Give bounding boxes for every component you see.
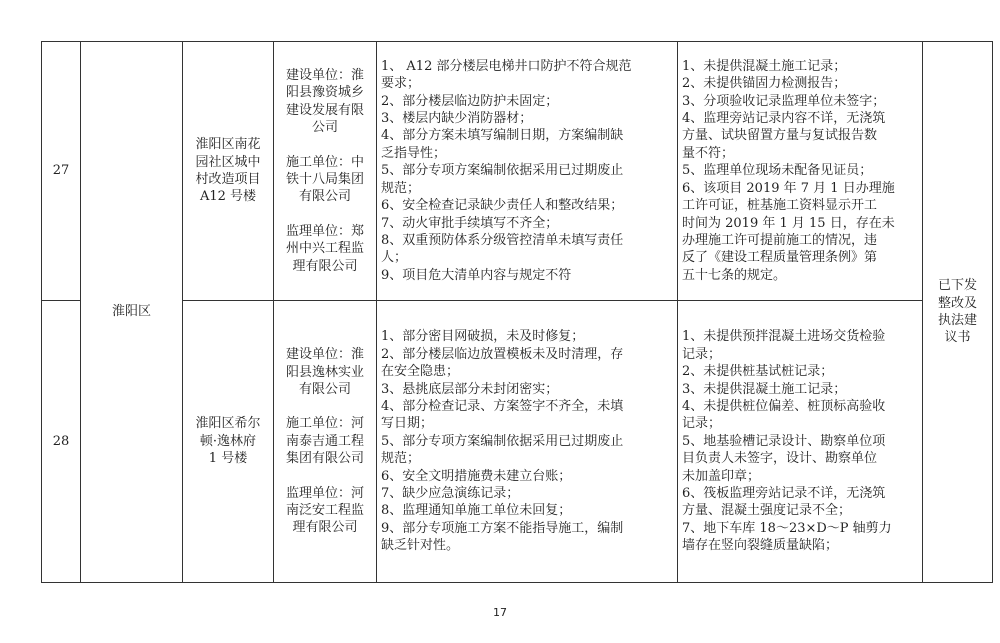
table-row <box>42 42 993 301</box>
page-number: 17 <box>493 606 507 619</box>
project-name-line: 淮阳区南花 <box>195 137 261 153</box>
responsible-units-cell <box>274 301 377 583</box>
project-name-cell <box>183 301 274 583</box>
issue-line: 9、项目危大清单内容与规定不符 <box>381 267 572 283</box>
unit-line: 州中兴工程监 <box>285 241 364 257</box>
unit-line: 南泛安工程监 <box>285 503 364 519</box>
row-number: 27 <box>42 42 81 301</box>
issue-line: 记录； <box>682 346 722 362</box>
unit-line: 铁十八局集团 <box>285 172 364 187</box>
issue-line: 方量、试块留置方量与复试报告数 <box>682 128 878 144</box>
issue-line: 6、筏板监理旁站记录不详，无浇筑 <box>682 486 886 502</box>
issue-line: 在安全隐患； <box>381 364 460 380</box>
issue-line: 3、悬挑底层部分未封闭密实； <box>381 381 559 397</box>
unit-line: 监理单位：郑 <box>285 223 364 239</box>
issue-line: 目负责人未签字，设计、勘察单位 <box>682 451 878 467</box>
quality-issues-cell <box>678 42 923 301</box>
quality-issues-cell <box>678 301 923 583</box>
unit-line: 施工单位：中 <box>285 154 364 170</box>
unit-line: 公司 <box>311 120 338 136</box>
issue-line: 1、未提供预拌混凝土进场交货检验 <box>682 329 886 345</box>
responsible-units-cell <box>274 42 377 301</box>
issue-line: 4、部分方案未填写编制日期，方案编制缺 <box>381 128 624 144</box>
issue-line: 2、未提供锚固力检测报告； <box>682 76 847 92</box>
issue-line: 5、监理单位现场未配备见证员； <box>682 163 873 179</box>
issue-line: 写日期； <box>381 416 434 432</box>
issue-line: 7、动火审批手续填写不齐全； <box>381 215 559 231</box>
issue-line: 4、部分检查记录、方案签字不齐全，未填 <box>381 398 624 414</box>
region-cell: 淮阳区 <box>81 42 183 583</box>
contractor-unit <box>278 154 372 206</box>
issue-line: 2、未提供桩基试桩记录； <box>682 364 834 380</box>
handling-result-cell <box>923 42 993 583</box>
unit-line: 监理单位：河 <box>285 485 364 501</box>
issue-line: 记录； <box>682 416 722 432</box>
issue-line: 乏指导性； <box>381 145 447 161</box>
unit-line: 南泰吉通工程 <box>285 433 364 449</box>
issue-line: 墙存在竖向裂缝质量缺陷； <box>682 538 839 554</box>
construction-unit <box>278 346 372 398</box>
inspection-table <box>41 41 993 583</box>
supervision-unit <box>278 485 372 537</box>
project-name-cell <box>183 42 274 301</box>
issue-line: 规范； <box>381 451 421 467</box>
issue-line: 6、该项目 2019 年 7 月 1 日办理施 <box>682 180 895 196</box>
issue-line: 人； <box>381 250 408 266</box>
issue-line: 4、未提供桩位偏差、桩顶标高验收 <box>682 398 886 414</box>
issue-line: 8、双重预防体系分级管控清单未填写责任 <box>381 232 624 248</box>
issue-line: 量不符； <box>682 145 735 161</box>
issue-line: 方量、混凝土强度记录不全； <box>682 503 852 519</box>
issue-line: 1、部分密目网破损，未及时修复； <box>381 329 585 345</box>
supervision-unit <box>278 223 372 275</box>
issue-line: 7、地下车库 18～23×D～P 轴剪力 <box>682 520 892 536</box>
unit-line: 集团有限公司 <box>285 451 364 467</box>
result-line: 已下发 <box>937 278 977 294</box>
unit-line: 建设单位：淮 <box>285 67 364 83</box>
issue-line: 3、分项验收记录监理单位未签字； <box>682 93 886 109</box>
issue-line: 反了《建设工程质量管理条例》第 <box>682 250 878 266</box>
issue-line: 7、缺少应急演练记录； <box>381 486 520 502</box>
issue-line: 2、部分楼层临边防护未固定； <box>381 93 559 109</box>
issue-line: 2、部分楼层临边放置模板未及时清理，存 <box>381 346 624 362</box>
unit-line: 阳县逸林实业 <box>285 364 364 380</box>
project-name-line: A12 号楼 <box>199 189 257 205</box>
result-line: 议书 <box>944 330 971 346</box>
project-name-line: 顿·逸林府 <box>199 433 257 449</box>
issue-line: 要求； <box>381 76 421 92</box>
issue-line: 时间为 2019 年 1 月 15 日，存在未 <box>682 215 895 231</box>
issue-line: 9、部分专项施工方案不能指导施工，编制 <box>381 520 624 536</box>
unit-line: 理有限公司 <box>292 258 358 274</box>
unit-line: 有限公司 <box>298 381 351 397</box>
issue-line: 办理施工许可提前施工的情况，违 <box>682 232 878 248</box>
unit-line: 建设单位：淮 <box>285 347 364 363</box>
table-row <box>42 301 993 583</box>
issue-line: 3、未提供混凝土施工记录； <box>682 381 847 397</box>
project-name-line: 村改造项目 <box>195 172 261 187</box>
safety-issues-cell <box>377 42 678 301</box>
result-line: 执法建 <box>937 313 977 328</box>
issue-line: 工许可证，桩基施工资料显示开工 <box>682 198 878 214</box>
issue-line: 6、安全检查记录缺少责任人和整改结果； <box>381 198 624 214</box>
unit-line: 理有限公司 <box>292 520 358 536</box>
unit-line: 有限公司 <box>298 189 351 205</box>
issue-line: 未加盖印章； <box>682 468 761 484</box>
issue-line: 6、安全文明措施费未建立台账； <box>381 468 572 484</box>
project-name-line: 园社区城中 <box>195 154 261 170</box>
issue-line: 五十七条的规定。 <box>682 267 787 283</box>
issue-line: 1、未提供混凝土施工记录； <box>682 58 847 74</box>
issue-line: 1、 A12 部分楼层电梯井口防护不符合规范 <box>381 58 632 74</box>
issue-line: 8、监理通知单施工单位未回复； <box>381 503 572 519</box>
project-name-line: 1 号楼 <box>208 451 248 467</box>
result-line: 整改及 <box>937 295 977 311</box>
issue-line: 缺乏针对性。 <box>381 538 460 554</box>
safety-issues-cell <box>377 301 678 583</box>
unit-line: 施工单位：河 <box>285 416 364 432</box>
row-number: 28 <box>42 301 81 583</box>
unit-line: 建设发展有限 <box>285 102 364 118</box>
issue-line: 4、监理旁站记录内容不详，无浇筑 <box>682 111 886 127</box>
issue-line: 规范； <box>381 180 421 196</box>
issue-line: 5、部分专项方案编制依据采用已过期废止 <box>381 433 624 449</box>
contractor-unit <box>278 415 372 467</box>
project-name-line: 淮阳区希尔 <box>195 416 261 432</box>
unit-line: 阳县豫资城乡 <box>285 85 364 101</box>
issue-line: 5、部分专项方案编制依据采用已过期废止 <box>381 163 624 179</box>
issue-line: 3、楼层内缺少消防器材； <box>381 111 533 127</box>
construction-unit <box>278 67 372 137</box>
issue-line: 5、地基验槽记录设计、勘察单位项 <box>682 433 886 449</box>
